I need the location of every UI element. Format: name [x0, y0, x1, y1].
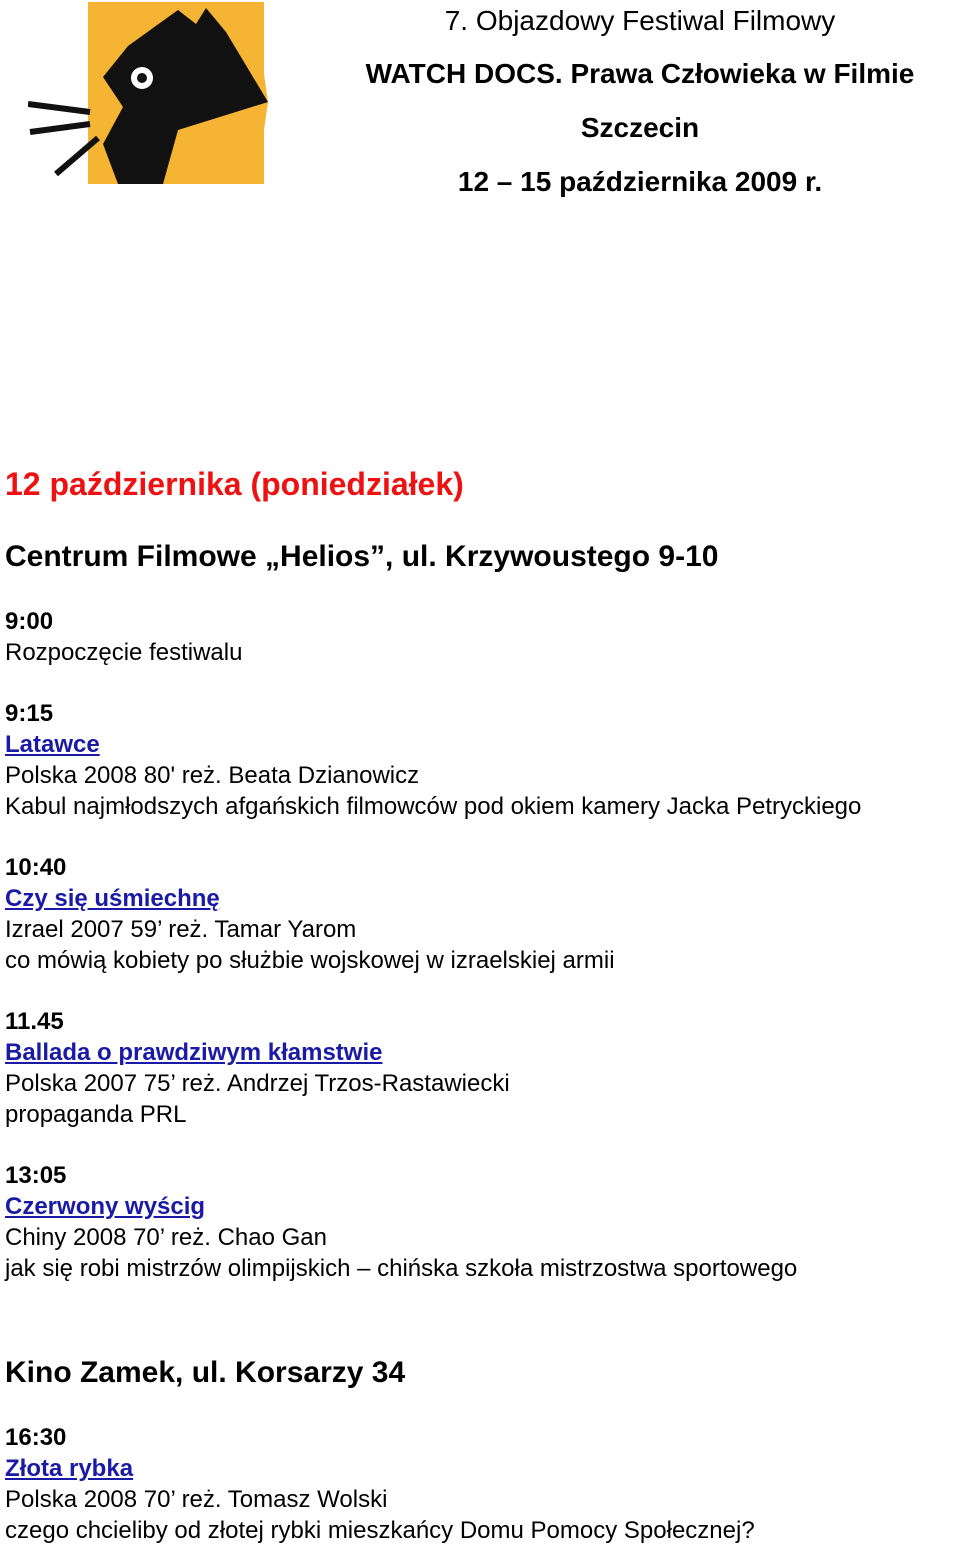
- event-time: 10:40: [5, 854, 67, 881]
- event-item: [5, 698, 861, 822]
- logo-sound-line: [28, 104, 90, 112]
- event-info: Chiny 2008 70’ reż. Chao Gan: [5, 1224, 327, 1251]
- event-info: Polska 2008 80' reż. Beata Dzianowicz: [5, 762, 420, 789]
- day-heading: 12 października (poniedziałek): [5, 466, 464, 502]
- festival-edition: 7. Objazdowy Festiwal Filmowy: [444, 5, 836, 36]
- festival-logo: [28, 2, 268, 184]
- event-info: Izrael 2007 59’ reż. Tamar Yarom: [5, 916, 357, 943]
- event-title: Rozpoczęcie festiwalu: [5, 639, 243, 666]
- event-title-link[interactable]: Złota rybka: [5, 1455, 134, 1482]
- event-time: 11.45: [5, 1008, 64, 1035]
- festival-name: WATCH DOCS. Prawa Człowieka w Filmie: [365, 58, 915, 89]
- event-description: co mówią kobiety po służbie wojskowej w izraelskiej armii: [5, 947, 615, 974]
- event-item: [5, 606, 242, 668]
- event-info: Polska 2007 75’ reż. Andrzej Trzos-Rastawiecki: [5, 1070, 510, 1097]
- venue-name: Centrum Filmowe „Helios”, ul. Krzywoustego 9-10: [5, 540, 719, 573]
- event-item: [5, 1006, 510, 1130]
- event-title-link[interactable]: Czy się uśmiechnę: [5, 885, 220, 912]
- event-description: propaganda PRL: [5, 1101, 187, 1128]
- event-title-link[interactable]: Ballada o prawdziwym kłamstwie: [5, 1039, 383, 1066]
- event-description: jak się robi mistrzów olimpijskich – chińska szkoła mistrzostwa sportowego: [5, 1255, 798, 1282]
- event-description: czego chcieliby od złotej rybki mieszkańcy Domu Pomocy Społecznej?: [5, 1517, 755, 1544]
- event-item: [5, 1422, 755, 1546]
- festival-city: Szczecin: [580, 112, 700, 143]
- venue-name: Kino Zamek, ul. Korsarzy 34: [5, 1356, 406, 1389]
- event-title-link[interactable]: Czerwony wyścig: [5, 1193, 206, 1220]
- event-item: [5, 1160, 797, 1284]
- event-time: 9:00: [5, 608, 54, 635]
- event-item: [5, 852, 615, 976]
- event-description: Kabul najmłodszych afgańskich filmowców pod okiem kamery Jacka Petryckiego: [5, 793, 862, 820]
- event-time: 9:15: [5, 700, 54, 727]
- event-time: 16:30: [5, 1424, 67, 1451]
- event-title-link[interactable]: Latawce: [5, 731, 100, 758]
- event-info: Polska 2008 70’ reż. Tomasz Wolski: [5, 1486, 388, 1513]
- event-time: 13:05: [5, 1162, 67, 1189]
- festival-dates: 12 – 15 października 2009 r.: [457, 166, 823, 197]
